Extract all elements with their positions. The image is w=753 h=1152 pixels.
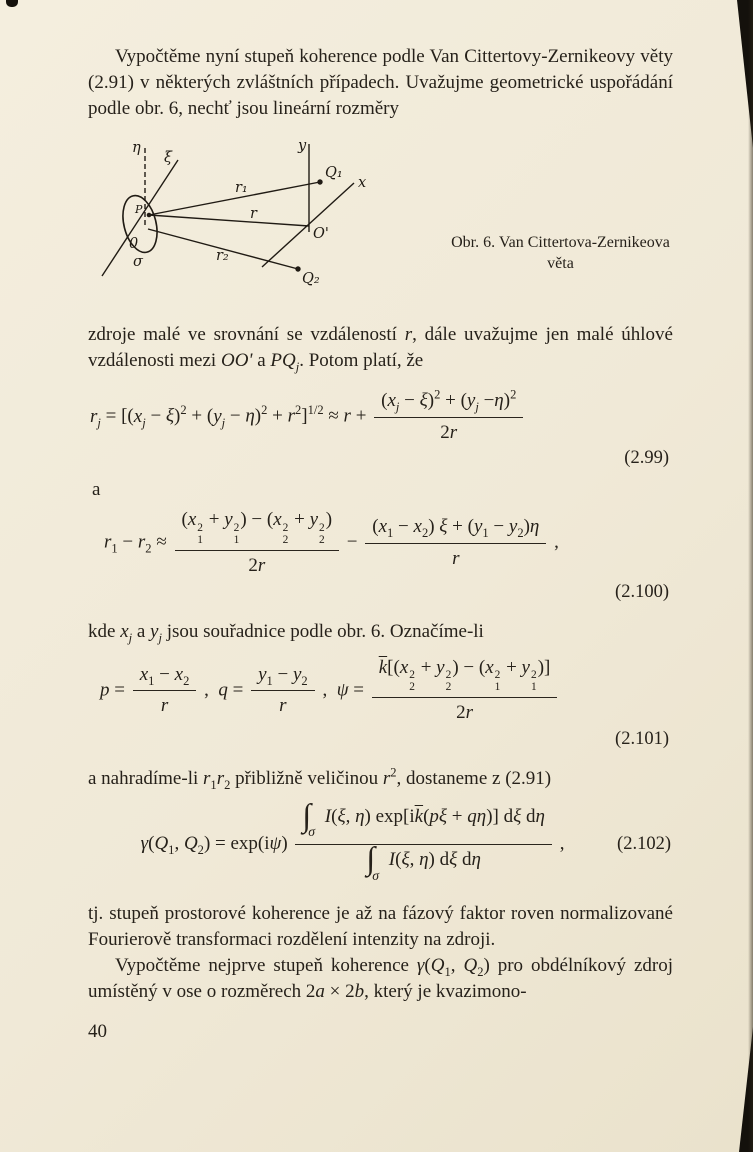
- paragraph-source-small: zdroje malé ve srovnání se vzdáleností r, dále uvažujme jen malé úhlové vzdálenosti mezi OO' a $PQ_j$. Potom platí, že: [88, 324, 673, 374]
- equation-2-100: [88, 507, 673, 602]
- source-ellipse: [117, 192, 162, 256]
- equation-2-100-number: (2.100): [615, 581, 669, 602]
- point-p-dot: [147, 213, 152, 218]
- paragraph-intro: Vypočtěme nyní stupeň koherence podle Van Cittertovy-Zernikeovy věty (2.91) v některých zvláštních případech. Uvažujme geometrické uspořádání podle obr. 6, nechť jsou lineární rozměry: [88, 46, 673, 119]
- o-prime-label: O': [313, 226, 329, 242]
- figure-caption-line1: Obr. 6. Van Cittertova-Zernikeova: [451, 234, 670, 251]
- sigma-label: σ: [133, 254, 143, 270]
- page-content: [88, 44, 673, 1043]
- figure-6: [88, 132, 673, 310]
- paragraph-substitute: a nahradíme-li $r_1r_2$ přibližně veličinou $r^2$, dostaneme z (2.91): [88, 765, 552, 792]
- x-axis-label: x: [358, 175, 367, 191]
- paragraph-coordinates: kde $x_j$ a $y_j$ jsou souřadnice podle obr. 6. Označíme-li: [88, 620, 484, 645]
- equation-2-99: [88, 388, 673, 469]
- r1-label: r₁: [235, 180, 248, 196]
- equation-2-100-formula: $r_1 - r_2$ ≈ (x 2 1 + y 2 1 ) − (x 2 2 + y 2 2 ) 2r − $\frac{(x_1 - x_2) \xi + (y_1 - y_2)\eta}{r}$ ,: [104, 509, 559, 576]
- connector-a: a: [92, 479, 101, 501]
- x-axis-line: [262, 183, 354, 267]
- page-number: 40: [88, 1021, 107, 1043]
- point-q1-label: Q₁: [325, 165, 343, 181]
- equation-2-102-formula: $\gamma(Q_1$, $Q_2) = \exp(i\psi)$ $\frac{\int\sigma I(\xi, \eta) \exp[i\overline{k}(p\xi + q\eta)] d\xi d\eta}{\text{∫σ I(ξ, η) dξ dη}}$ ,: [140, 796, 565, 883]
- r-label: r: [250, 206, 257, 222]
- paragraph-next: Vypočtěme nejprve stupeň koherence $\gamma(Q_1$, $Q_2$) pro obdélníkový zdroj umístěný v ose o rozměrech 2a × 2b, který je kvazimono-: [88, 955, 673, 1003]
- figure-caption-line2: věta: [547, 255, 574, 272]
- equation-2-102-number: (2.102): [617, 834, 671, 855]
- eta-axis-label: η: [132, 140, 141, 156]
- point-q2-label: Q₂: [302, 271, 320, 287]
- point-q2-dot: [295, 266, 300, 271]
- y-axis-label: y: [298, 138, 307, 154]
- point-q1-dot: [317, 179, 322, 184]
- xi-axis-label: ξ: [164, 150, 172, 166]
- equation-2-99-number: (2.99): [624, 448, 669, 469]
- equation-2-101: [88, 655, 673, 750]
- point-p-label: P: [135, 203, 143, 216]
- figure-6-diagram: [92, 136, 492, 308]
- equation-2-101-number: (2.101): [615, 729, 669, 749]
- origin-label: 0: [129, 236, 139, 252]
- equation-2-101-formula: p = $\frac{x_1 - x_2}{r}$ , q = $\frac{y_1 - y_2}{r}$ , ψ = $\overline{k}[(x$ 2 2 + y 2 2 ) − (x 2 1 + y 2 1 )] 2r: [88, 655, 673, 727]
- equation-2-102: [88, 796, 673, 885]
- page-edge-shadow: [748, 0, 753, 1152]
- figure-6-caption: [448, 232, 673, 274]
- r-line: [149, 215, 309, 226]
- scan-artifact-top-left: [6, 0, 18, 7]
- paragraph-conclusion: tj. stupeň prostorové koherence je až na fázový faktor roven normalizované Fourierově transformaci rozdělení intenzity na zdroji.: [88, 903, 673, 951]
- equation-2-99-formula: $r_j = [(x_j - \xi)^2 + (y_j - \eta)^2 + r^2]^{1/2} \approx r$ + $\frac{(x_j - \xi)^2 + (y_j -\eta)^2}{2r}$: [88, 388, 673, 446]
- r2-label: r₂: [216, 248, 229, 264]
